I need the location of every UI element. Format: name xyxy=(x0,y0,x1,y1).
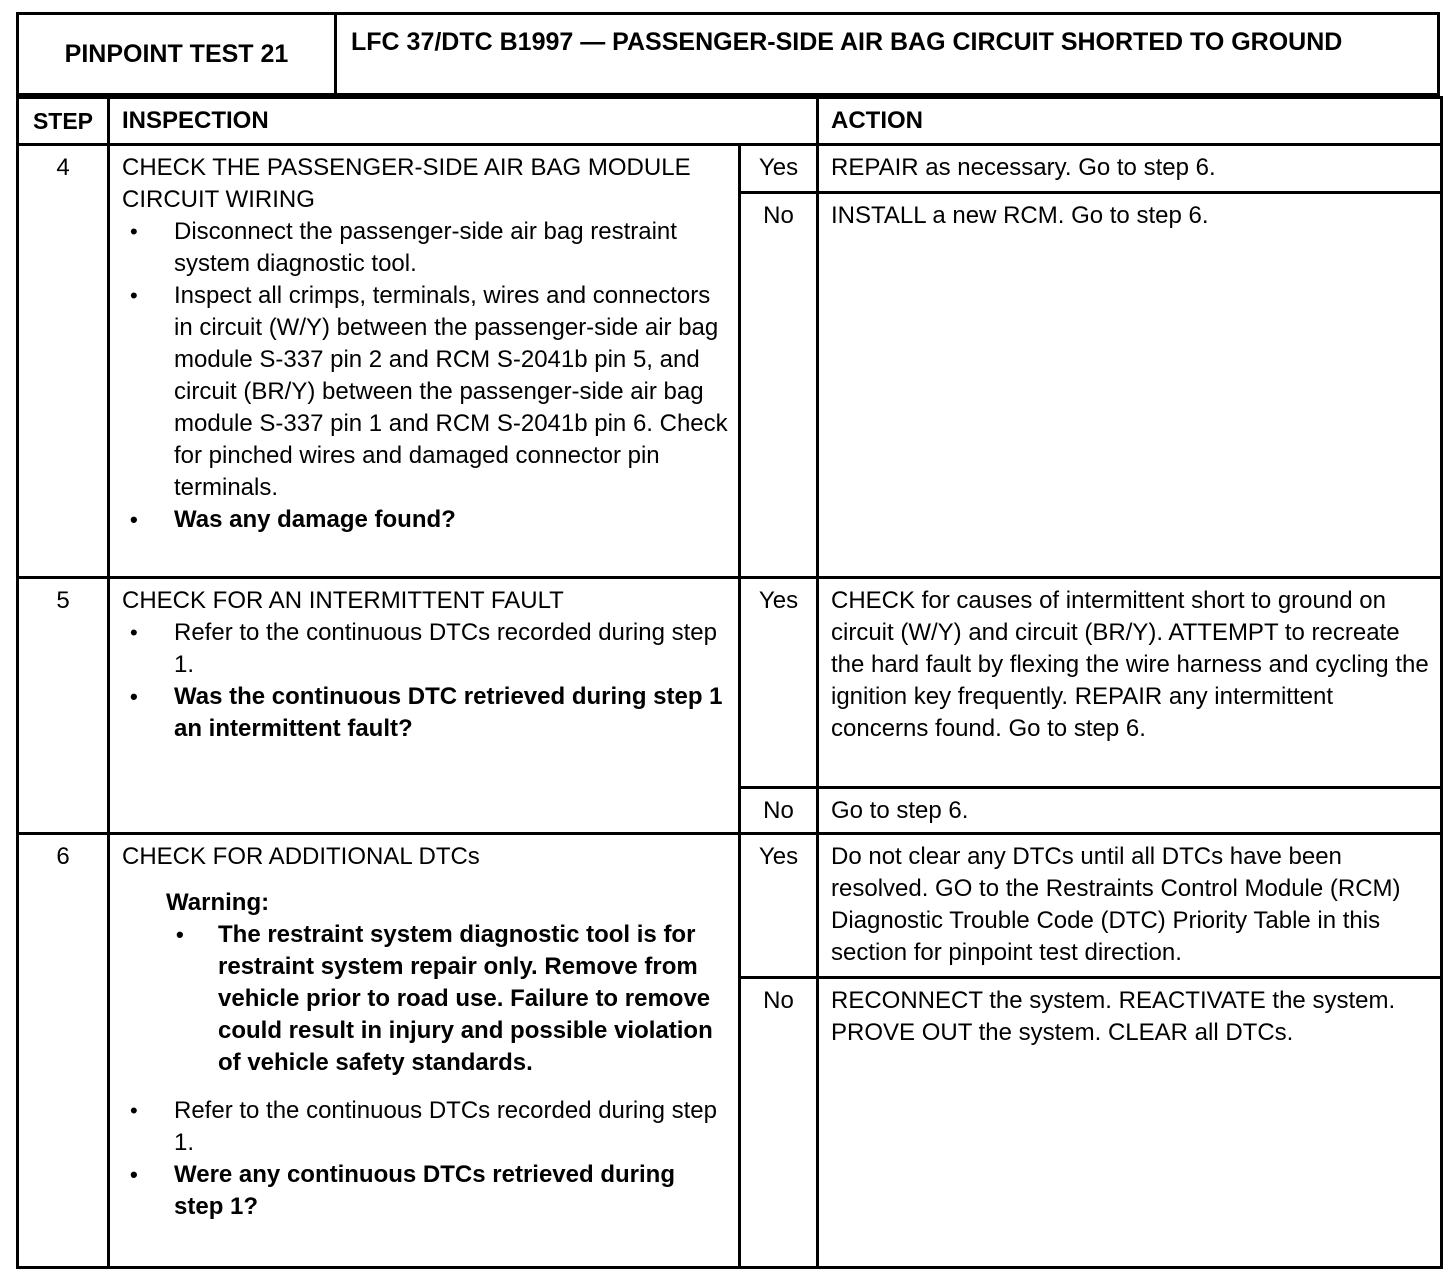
bullet-question: • Were any continuous DTCs retrieved during step 1? xyxy=(122,1159,728,1223)
step-4-inspection xyxy=(109,145,740,578)
step-number: 6 xyxy=(18,834,109,1268)
bullet-item: • Refer to the continuous DTCs recorded during step 1. xyxy=(122,1095,728,1159)
yes-label: Yes xyxy=(740,578,818,788)
step-heading: CHECK FOR AN INTERMITTENT FAULT xyxy=(122,587,564,614)
bullet-question: • Was any damage found? xyxy=(122,504,728,536)
test-label: PINPOINT TEST 21 xyxy=(19,15,337,93)
step-6-bullets xyxy=(122,1095,728,1223)
step-heading: CHECK FOR ADDITIONAL DTCs xyxy=(122,843,480,870)
step-number: 4 xyxy=(18,145,109,578)
no-label: No xyxy=(740,193,818,578)
bullet-item: • Inspect all crimps, terminals, wires and connectors in circuit (W/Y) between the passenger-side air bag module S-337 pin 2 and RCM S-2041b pin 5, and circuit (BR/Y) between the passenger-side air bag module S-337 pin 1 and RCM S-2041b pin 6. Check for pinched wires and damaged connector pin terminals. xyxy=(122,280,728,504)
inspection-column-header: INSPECTION xyxy=(109,98,818,145)
no-label: No xyxy=(740,788,818,834)
step-5-inspection xyxy=(109,578,740,834)
no-action: RECONNECT the system. REACTIVATE the system. PROVE OUT the system. CLEAR all DTCs. xyxy=(818,978,1442,1268)
bullet-item: • Disconnect the passenger-side air bag restraint system diagnostic tool. xyxy=(122,216,728,280)
bullet-question: • Was the continuous DTC retrieved during step 1 an intermittent fault? xyxy=(122,681,728,745)
warning-label: Warning: xyxy=(166,889,270,916)
bullet-item: • Refer to the continuous DTCs recorded during step 1. xyxy=(122,617,728,681)
step-5-bullets xyxy=(122,617,728,745)
no-action: INSTALL a new RCM. Go to step 6. xyxy=(818,193,1442,578)
yes-label: Yes xyxy=(740,834,818,978)
step-number: 5 xyxy=(18,578,109,834)
step-4-bullets xyxy=(122,216,728,536)
step-column-header: STEP xyxy=(18,98,109,145)
yes-action: CHECK for causes of intermittent short to ground on circuit (W/Y) and circuit (BR/Y). ATTEMPT to recreate the hard fault by flexing the wire harness and cycling the ignition key frequently. REPAIR any intermittent concerns found. Go to step 6. xyxy=(818,578,1442,788)
warning-block xyxy=(122,887,728,1079)
no-action: Go to step 6. xyxy=(818,788,1442,834)
step-heading: CHECK THE PASSENGER-SIDE AIR BAG MODULE CIRCUIT WIRING xyxy=(122,154,691,213)
step-5-yes-row xyxy=(18,578,1442,788)
test-title: LFC 37/DTC B1997 — PASSENGER-SIDE AIR BAG CIRCUIT SHORTED TO GROUND xyxy=(351,28,1343,56)
step-6-yes-row xyxy=(18,834,1442,978)
warning-text: • The restraint system diagnostic tool is for restraint system repair only. Remove from vehicle prior to road use. Failure to remove could result in injury and possible violation of vehicle safety standards. xyxy=(166,919,728,1079)
pinpoint-test-document xyxy=(16,12,1440,1272)
action-column-header: ACTION xyxy=(818,98,1442,145)
step-6-inspection xyxy=(109,834,740,1268)
pinpoint-table xyxy=(16,96,1443,1269)
yes-label: Yes xyxy=(740,145,818,193)
no-label: No xyxy=(740,978,818,1268)
step-4-yes-row xyxy=(18,145,1442,193)
warning-list xyxy=(166,919,728,1079)
column-header-row xyxy=(18,98,1442,145)
yes-action: Do not clear any DTCs until all DTCs have been resolved. GO to the Restraints Control Module (RCM) Diagnostic Trouble Code (DTC) Priority Table in this section for pinpoint test direction. xyxy=(818,834,1442,978)
yes-action: REPAIR as necessary. Go to step 6. xyxy=(818,145,1442,193)
test-header xyxy=(16,12,1440,96)
